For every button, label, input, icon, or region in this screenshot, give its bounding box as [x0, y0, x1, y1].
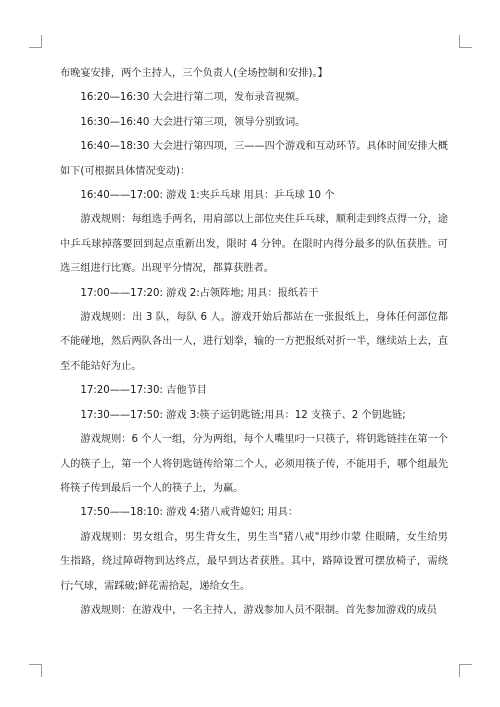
page-corner-mark-bottom-right — [459, 664, 472, 677]
paragraph: 游戏规则：6 个人一组，分为两组，每个人嘴里叼一只筷子，将钥匙链挂在第一个人的筷子上，第一个人将钥匙链传给第二个人，必须用筷子传，不能用手，哪个组最先将筷子传到最后一个人的筷子上，为赢。 — [60, 434, 448, 494]
paragraph: 17:30——17:50: 游戏 3:筷子运钥匙链;用具：12 支筷子、2 个钥匙链; — [80, 409, 406, 421]
paragraph: 17:00——17:20: 游戏 2:占领阵地; 用具：报纸若干 — [80, 287, 319, 299]
page-corner-mark-top-left — [29, 35, 42, 48]
paragraph: 游戏规则：男女组合，男生背女生，男生当"猪八戒"用纱巾蒙 住眼睛，女生给男生指路，绕过障碍物到达终点，最早到达者获胜。其中，路障设置可摆放椅子，需绕行;气球，需踩破;鲜花需拾起，递给女生。 — [60, 531, 448, 592]
paragraph: 16:40—18:30 大会进行第四项，三——四个游戏和互动环节。具体时间安排大概如下(可根据具体情况变动)： — [60, 141, 448, 177]
paragraph: 16:30—16:40 大会进行第三项，领导分别致词。 — [80, 116, 306, 128]
document-body — [60, 62, 448, 623]
paragraph: 游戏规则：出 3 队，每队 6 人。游戏开始后都站在一张报纸上，身体任何部位都不能碰地，然后两队各出一人，进行划拳，输的一方把报纸对折一半，继续站上去，直至不能站好为止。 — [60, 312, 448, 372]
page-corner-mark-top-right — [459, 35, 472, 48]
paragraph: 16:20—16:30 大会进行第二项，发布录音视频。 — [80, 92, 306, 104]
page-corner-mark-bottom-left — [29, 664, 42, 677]
paragraph: 游戏规则：在游戏中，一名主持人，游戏参加人员不限制。首先参加游戏的成员 — [80, 604, 437, 616]
paragraph: 17:20——17:30: 吉他节目 — [80, 385, 207, 397]
paragraph: 布晚宴安排，两个主持人，三个负责人(全场控制和安排)。】 — [60, 68, 328, 79]
paragraph: 游戏规则：每组选手两名，用肩部以上部位夹住乒乓球，顺利走到终点得一分，途中乒乓球掉落要回到起点重新出发，限时 4 分钟。在限时内得分最多的队伍获胜。可选三组进行比赛。出现平分情况，都算获胜者。 — [60, 214, 448, 275]
paragraph: 17:50——18:10: 游戏 4:猪八戒背媳妇; 用具： — [80, 507, 299, 519]
paragraph: 16:40——17:00: 游戏 1:夹乒乓球 用具：乒乓球 10 个 — [80, 190, 335, 202]
